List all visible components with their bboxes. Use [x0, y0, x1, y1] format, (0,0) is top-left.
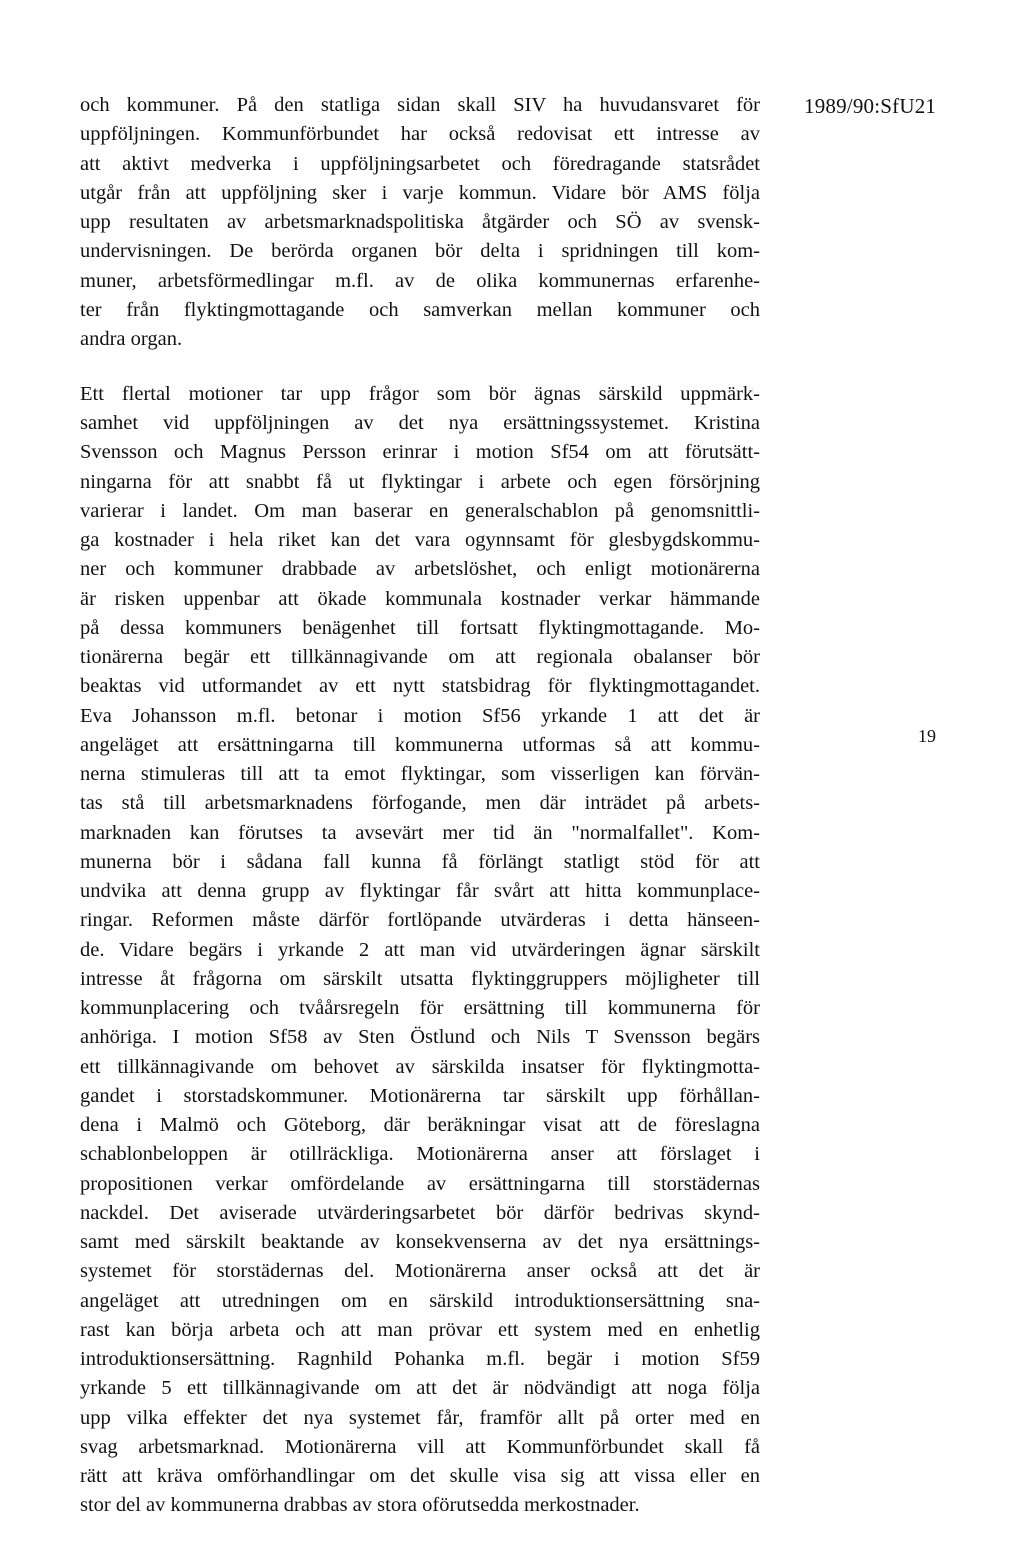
text-line: de. Vidare begärs i yrkande 2 att man vid utvärderingen ägnar särskilt [80, 938, 760, 961]
text-line: introduktionsersättning. Ragnhild Pohanka m.fl. begär i motion Sf59 [80, 1348, 760, 1370]
text-line: kommunplacering och tvåårsregeln för ersättning till kommunerna för [80, 997, 760, 1019]
text-line: ter från flyktingmottagande och samverkan mellan kommuner och [80, 298, 760, 321]
text-line: andra organ. [80, 328, 183, 350]
text-line: intresse åt frågorna om särskilt utsatta flyktinggruppers möjligheter till [80, 967, 760, 990]
text-line: beaktas vid utformandet av ett nytt statsbidrag för flyktingmottagandet. [80, 675, 760, 698]
text-line: angeläget att ersättningarna till kommunerna utformas så att kommu- [80, 733, 760, 756]
text-line: varierar i landet. Om man baserar en generalschablon på genomsnittli- [80, 499, 760, 522]
text-line: rast kan börja arbeta och att man prövar ett system med en enhetlig [80, 1318, 760, 1341]
text-line: Svensson och Magnus Persson erinrar i motion Sf54 om att förutsätt- [80, 441, 760, 464]
text-line: samt med särskilt beaktande av konsekvenserna av det nya ersättnings- [80, 1231, 760, 1253]
body-text [80, 91, 760, 1521]
text-line: rätt att kräva omförhandlingar om det skulle visa sig att vissa eller en [80, 1465, 760, 1487]
text-line: svag arbetsmarknad. Motionärerna vill att Kommunförbundet skall få [80, 1435, 760, 1458]
text-line: är risken uppenbar att ökade kommunala kostnader verkar hämmande [80, 587, 760, 610]
text-line: nackdel. Det aviserade utvärderingsarbetet bör därför bedrivas skynd- [80, 1201, 760, 1224]
text-line: Ett flertal motioner tar upp frågor som bör ägnas särskild uppmärk- [80, 382, 760, 405]
text-line: ringar. Reformen måste därför fortlöpande utvärderas i detta hänseen- [80, 909, 760, 932]
text-line: propositionen verkar omfördelande av ersättningarna till storstädernas [80, 1172, 760, 1195]
text-line: Eva Johansson m.fl. betonar i motion Sf56 yrkande 1 att det är [80, 704, 760, 727]
text-line: undervisningen. De berörda organen bör delta i spridningen till kom- [80, 240, 760, 263]
text-line: munerna bör i sådana fall kunna få förlängt statligt stöd för att [80, 850, 760, 873]
text-line: schablonbeloppen är otillräckliga. Motionärerna anser att förslaget i [80, 1143, 760, 1166]
text-line: utgår från att uppföljning sker i varje kommun. Vidare bör AMS följa [80, 181, 760, 204]
text-line: ner och kommuner drabbade av arbetslöshet, och enligt motionärerna [80, 558, 760, 581]
text-line: gandet i storstadskommuner. Motionärerna tar särskilt upp förhållan- [80, 1084, 760, 1107]
text-line: marknaden kan förutses ta avsevärt mer tid än "normalfallet". Kom- [80, 821, 760, 844]
text-line: upp resultaten av arbetsmarknadspolitiska åtgärder och SÖ av svensk- [80, 211, 760, 233]
text-line: ningarna för att snabbt få ut flyktingar i arbete och egen försörjning [80, 470, 760, 493]
text-line: anhöriga. I motion Sf58 av Sten Östlund och Nils T Svensson begärs [80, 1026, 760, 1049]
text-line: tas stå till arbetsmarknadens förfogande, men där inträdet på arbets- [80, 792, 760, 815]
page-number: 19 [918, 726, 936, 746]
text-line: muner, arbetsförmedlingar m.fl. av de olika kommunernas erfarenhe- [80, 269, 760, 292]
text-line: yrkande 5 ett tillkännagivande om att det är nödvändigt att noga följa [80, 1377, 760, 1400]
text-line: dena i Malmö och Göteborg, där beräkningar visat att de föreslagna [80, 1114, 760, 1136]
text-line: angeläget att utredningen om en särskild introduktionsersättning sna- [80, 1289, 760, 1312]
paragraph [80, 380, 760, 1521]
text-line: systemet för storstädernas del. Motionärerna anser också att det är [80, 1260, 760, 1283]
text-line: ett tillkännagivande om behovet av särskilda insatser för flyktingmotta- [80, 1055, 760, 1078]
text-line: tionärerna begär ett tillkännagivande om att regionala obalanser bör [80, 646, 760, 668]
document-reference: 1989/90:SfU21 [804, 94, 937, 118]
text-line: ga kostnader i hela riket kan det vara ogynnsamt för glesbygdskommu- [80, 529, 760, 551]
text-line: nerna stimuleras till att ta emot flyktingar, som visserligen kan förvän- [80, 763, 760, 785]
text-line: på dessa kommuners benägenhet till fortsatt flyktingmottagande. Mo- [80, 616, 760, 639]
text-line: samhet vid uppföljningen av det nya ersättningssystemet. Kristina [80, 412, 760, 434]
text-line: upp vilka effekter det nya systemet får, framför allt på orter med en [80, 1406, 760, 1429]
paragraph [80, 91, 760, 354]
text-line: undvika att denna grupp av flyktingar får svårt att hitta kommunplace- [80, 880, 760, 902]
text-line: uppföljningen. Kommunförbundet har också redovisat ett intresse av [80, 123, 760, 146]
text-line: och kommuner. På den statliga sidan skall SIV ha huvudansvaret för [80, 94, 760, 116]
text-line: att aktivt medverka i uppföljningsarbetet och föredragande statsrådet [80, 152, 760, 175]
text-line: stor del av kommunerna drabbas av stora oförutsedda merkostnader. [80, 1494, 640, 1517]
